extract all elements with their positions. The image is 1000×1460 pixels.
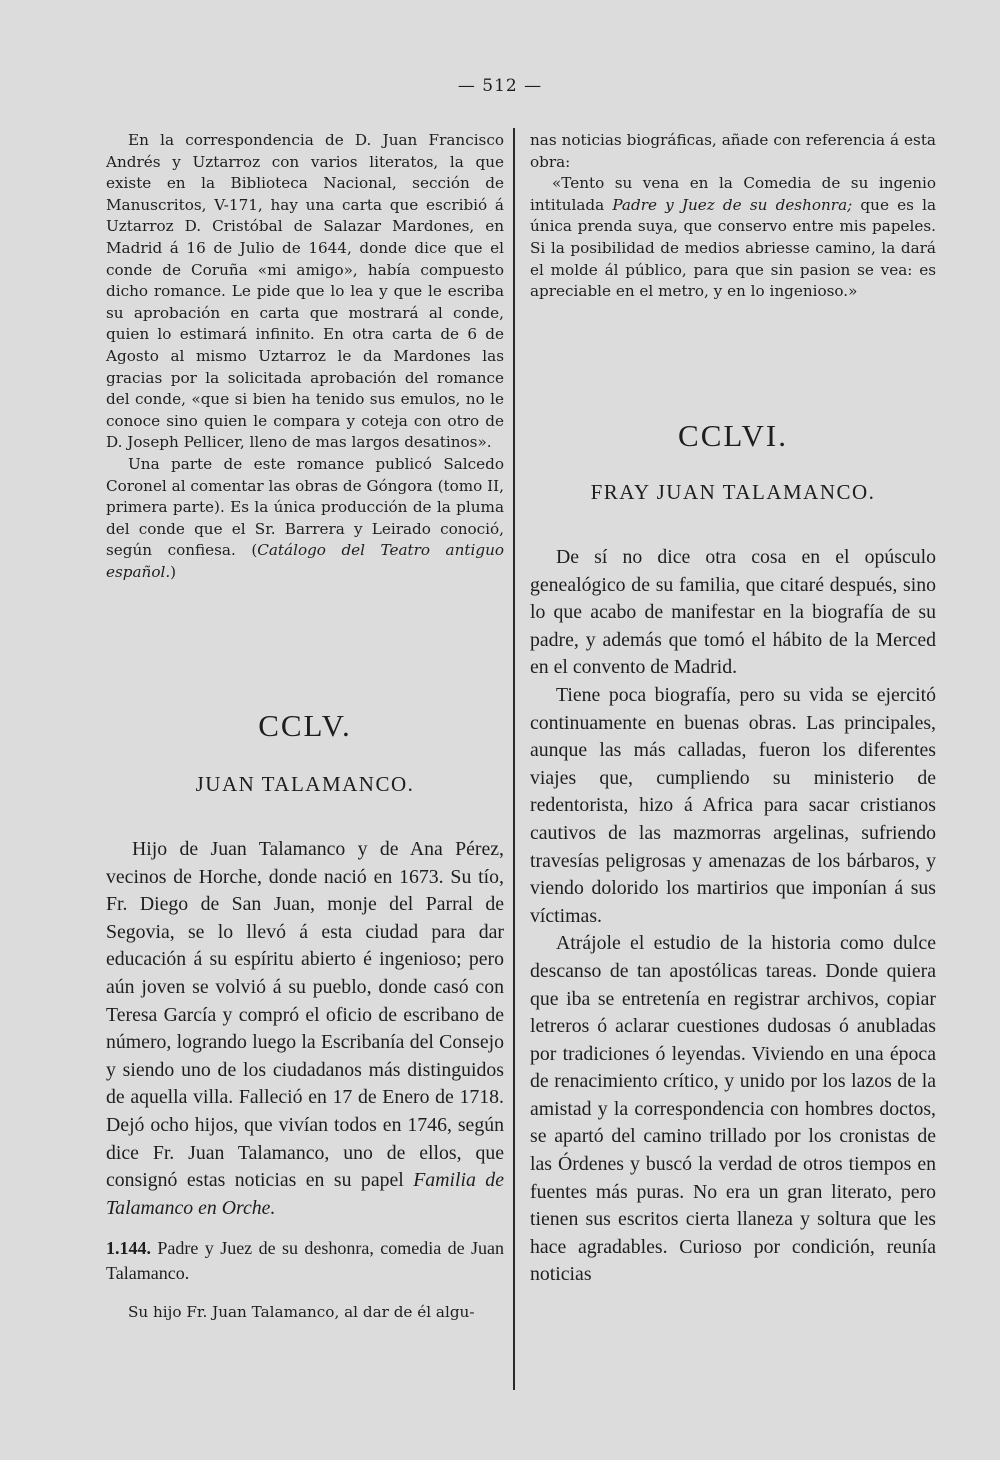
section-number-cclv: CCLV. (258, 708, 352, 743)
entry-number: 1.144. (106, 1238, 151, 1259)
section-title-juan-talamanco: JUAN TALAMANCO. (195, 772, 415, 796)
paragraph-opusculo: De sí no dice otra cosa en el opúsculo genealógico de su familia, que citaré después, sino lo que acabo de manifestar en la biografía de su padre, y además que tomó el hábito de la Merced en el convento de Madrid. (530, 546, 936, 679)
paragraph-correspondence: En la correspondencia de D. Juan Francisco Andrés y Uztarroz con varios literatos, la que existe en la Biblioteca Nacional, sección de Manuscritos, V-171, hay una carta que escribió á Uztarroz D. Cristóbal de Salazar Mardones, en Madrid á 16 de Julio de 1644, donde dice que el conde de Coruña «mi amigo», había compuesto dicho romance. Le pide que lo lea y que le escriba su aprobación en carta que mostrará al conde, quien lo estimará infinito. En otra carta de 6 de Agosto al mismo Uztarroz le da Mardones las gracias por la solicitada aprobación del romance del conde, «que si bien ha tenido sus emulos, no le conoce sino quien le compara y coteja con otro de D. Joseph Pellicer, lleno de mas largos desatinos». (106, 131, 504, 452)
right-column-top (530, 130, 936, 303)
right-column-bottom (530, 544, 936, 1289)
paragraph-romance-publication (106, 454, 504, 584)
paragraph-history-study: Atrájole el estudio de la historia como dulce descanso de tan apostólicas tareas. Donde quiera que iba se entretenía en registrar archivos, copiar letreros ó aclarar cuestiones dudosas ó anubladas por tradiciones ó leyendas. Viviendo en una época de renacimiento crítico, y unido por los lazos de la amistad y la correspondencia con hombres doctos, se apartó del camino trillado por los cronistas de las Órdenes y buscó la verdad de otros tiempos en fuentes más puras. No era un gran literato, pero tienen sus escritos cierta llaneza y soltura que les hace agradables. Curioso por condición, reunía noticias (530, 932, 936, 1286)
entry-title: Padre y Juez de su deshonra, comedia de Juan Talamanco. (106, 1238, 504, 1284)
catalog-entry (106, 1236, 504, 1286)
page-number: — 512 — (457, 76, 543, 96)
quote-title: Padre y Juez de su deshonra; (612, 195, 853, 214)
section-number-cclvi: CCLVI. (678, 418, 788, 453)
quote-text-b: que es la única prenda suya, que conservo entre mis papeles. Si la posibilidad de medios abriesse camino, la dará el molde ál público, para que sin pasion se vea: es apreciable en el metro, y en lo ingenioso.» (530, 195, 936, 301)
note-continuation: nas noticias biográficas, añade con referencia á esta obra: (530, 131, 936, 171)
quotation (530, 173, 936, 303)
paragraph-end: ) (170, 562, 177, 581)
paragraph-text: Una parte de este romance publicó Salcedo Coronel al comentar las obras de Góngora (tomo II, primera parte). Es la única producción de la pluma del conde que el Sr. Barrera y Leirado conoció, según confiesa. ( (106, 454, 504, 560)
left-column-top (106, 130, 504, 583)
paragraph-biography: Tiene poca biografía, pero su vida se ejercitó continuamente en buenas obras. Las principales, aunque las más calladas, fueron los diferentes viajes que, cumpliendo su ministerio de redentorista, hizo á Africa para sacar cristianos cautivos de las mazmorras argelinas, sufriendo travesías peligrosas y amenazas de los bárbaros, y viendo dolorido los martirios que imponían á sus víctimas. (530, 683, 936, 927)
quote-text-a: «Tento su vena en la Comedia de su ingenio intitulada (530, 174, 936, 214)
left-column-bottom (106, 836, 504, 1324)
work-title: Familia de Talamanco en Orche. (106, 1169, 504, 1219)
section-title-fray-juan-talamanco: FRAY JUAN TALAMANCO. (590, 480, 876, 504)
note-paragraph: Su hijo Fr. Juan Talamanco, al dar de él algu- (128, 1303, 475, 1322)
catalog-title: Catálogo del Teatro antiguo español. (106, 541, 504, 581)
column-divider (513, 128, 515, 1390)
biography-juan-talamanco (106, 836, 504, 1222)
biography-text: Hijo de Juan Talamanco y de Ana Pérez, vecinos de Horche, donde nació en 1673. Su tío, Fr. Diego de San Juan, monje del Parral de Segovia, se lo llevó á esta ciudad para dar educación á su espíritu abierto é ingenioso; pero aún joven se volvió á su pueblo, donde casó con Teresa García y compró el oficio de escribano de número, logrando luego la Escribanía del Consejo y siendo uno de los ciudadanos más distinguidos de aquella villa. Falleció en 17 de Enero de 1718. Dejó ocho hijos, que vivían todos en 1746, según dice Fr. Juan Talamanco, uno de ellos, que consignó estas noticias en su papel (106, 838, 504, 1192)
